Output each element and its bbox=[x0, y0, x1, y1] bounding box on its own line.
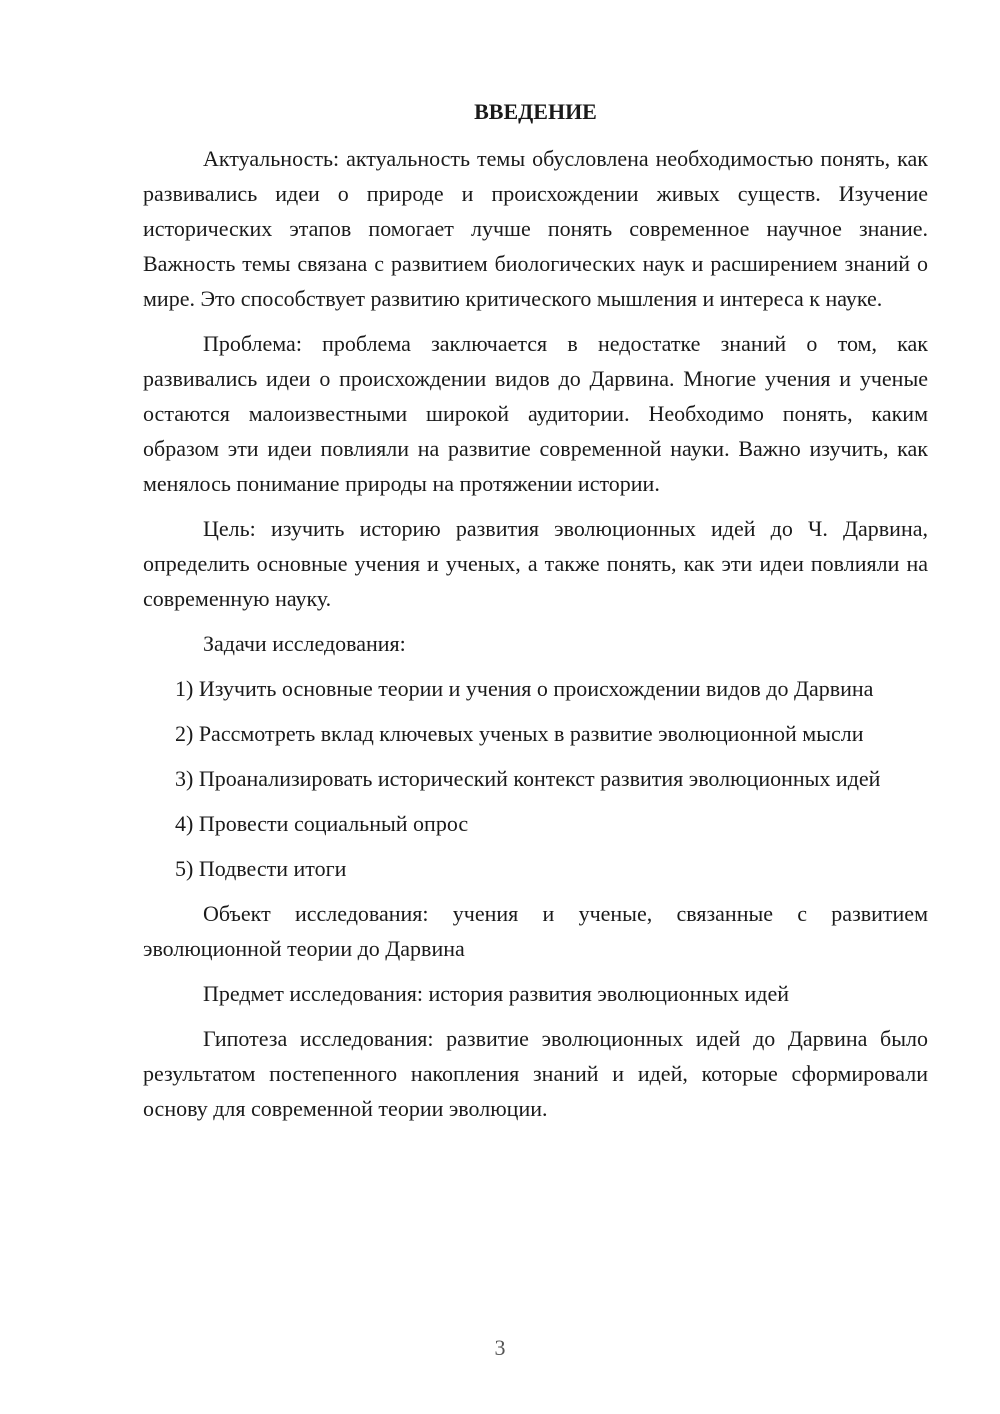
hypothesis-paragraph: Гипотеза исследования: развитие эволюционных идей до Дарвина было результатом постепенного накопления знаний и идей, которые сформировали основу для современной теории эволюции. bbox=[143, 1026, 928, 1121]
task-item-5: 5) Подвести итоги bbox=[175, 856, 347, 881]
task-item-4: 4) Провести социальный опрос bbox=[175, 811, 469, 836]
object-paragraph: Объект исследования: учения и ученые, связанные с развитием эволюционной теории до Дарвина bbox=[143, 901, 928, 961]
section-heading: ВВЕДЕНИЕ bbox=[474, 99, 597, 124]
task-item-1: 1) Изучить основные теории и учения о происхождении видов до Дарвина bbox=[175, 676, 874, 701]
problem-paragraph: Проблема: проблема заключается в недостатке знаний о том, как развивались идеи о происхождении видов до Дарвина. Многие учения и ученые остаются малоизвестными широкой аудитории. Необходимо понять, каким образом эти идеи повлияли на развитие современной науки. Важно изучить, как менялось понимание природы на протяжении истории. bbox=[143, 331, 928, 496]
page-number: 3 bbox=[494, 1335, 506, 1360]
task-item-2: 2) Рассмотреть вклад ключевых ученых в развитие эволюционной мысли bbox=[175, 721, 864, 746]
tasks-heading: Задачи исследования: bbox=[203, 631, 406, 656]
relevance-paragraph: Актуальность: актуальность темы обусловлена необходимостью понять, как развивались идеи о природе и происхождении живых существ. Изучение исторических этапов помогает лучше понять современное научное знание. Важность темы связана с развитием биологических наук и расширением знаний о мире. Это способствует развитию критического мышления и интереса к науке. bbox=[143, 146, 928, 311]
document-page bbox=[143, 94, 928, 1126]
goal-paragraph: Цель: изучить историю развития эволюционных идей до Ч. Дарвина, определить основные учения и ученых, а также понять, как эти идеи повлияли на современную науку. bbox=[143, 516, 928, 611]
subject-paragraph: Предмет исследования: история развития эволюционных идей bbox=[203, 981, 790, 1006]
task-item-3: 3) Проанализировать исторический контекст развития эволюционных идей bbox=[175, 766, 881, 791]
